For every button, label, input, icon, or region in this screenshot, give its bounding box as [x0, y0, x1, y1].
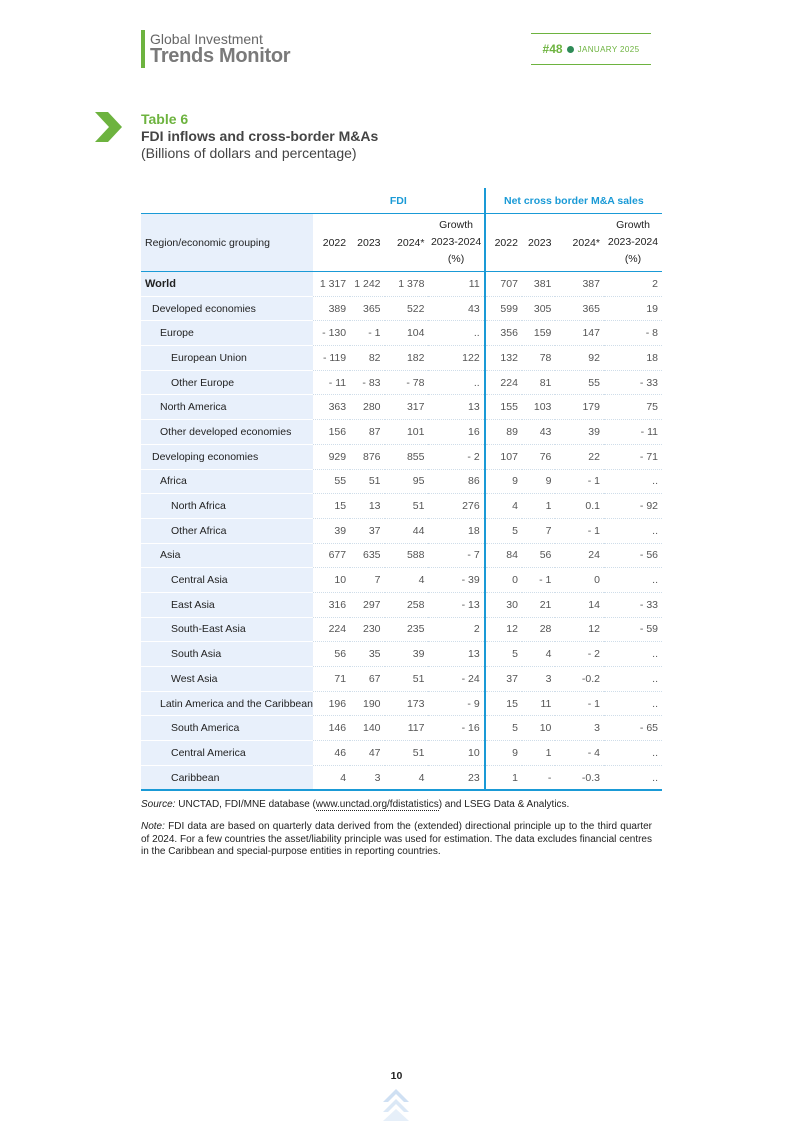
table-row — [141, 592, 662, 617]
ma-cell: 4 — [522, 642, 555, 667]
ma-cell: 9 — [522, 469, 555, 494]
ma-cell: 12 — [485, 617, 522, 642]
fdi-cell: 230 — [350, 617, 384, 642]
fdi-cell: 4 — [313, 765, 350, 790]
fdi-cell: 82 — [350, 346, 384, 371]
ma-cell: - — [522, 765, 555, 790]
fdi-cell: - 13 — [428, 592, 484, 617]
ma-cell: - 59 — [604, 617, 662, 642]
ma-cell: 75 — [604, 395, 662, 420]
fdi-cell: 11 — [428, 272, 484, 297]
ma-cell: 76 — [522, 444, 555, 469]
ma-cell: 356 — [485, 321, 522, 346]
ma-cell: - 92 — [604, 494, 662, 519]
ma-cell: 55 — [555, 370, 604, 395]
ma-cell: - 65 — [604, 716, 662, 741]
col-header-ma-2023: 2023 — [528, 236, 552, 249]
fdi-cell: 44 — [385, 518, 429, 543]
ma-cell: 15 — [485, 691, 522, 716]
col-header-ma-2024: 2024* — [572, 236, 600, 249]
fdi-cell: - 130 — [313, 321, 350, 346]
ma-cell: 9 — [485, 469, 522, 494]
ma-cell: .. — [604, 741, 662, 766]
fdi-cell: 3 — [350, 765, 384, 790]
ma-cell: 0 — [485, 568, 522, 593]
region-name: Africa — [141, 469, 313, 494]
ma-cell: 155 — [485, 395, 522, 420]
ma-cell: .. — [604, 469, 662, 494]
fdi-cell: 235 — [385, 617, 429, 642]
ma-cell: 707 — [485, 272, 522, 297]
fdi-cell: 389 — [313, 296, 350, 321]
source-note: Source: UNCTAD, FDI/MNE database (www.unctad.org/fdistatistics) and LSEG Data & Analytics. — [141, 799, 570, 810]
fdi-cell: 190 — [350, 691, 384, 716]
table-row — [141, 765, 662, 790]
col-header-fdi-2022: 2022 — [322, 236, 347, 249]
table-row — [141, 543, 662, 568]
ma-cell: 5 — [485, 518, 522, 543]
fdi-cell: 182 — [385, 346, 429, 371]
issue-number: #48 — [542, 42, 563, 56]
ma-cell: - 71 — [604, 444, 662, 469]
fdi-cell: 4 — [385, 568, 429, 593]
fdi-cell: 280 — [350, 395, 384, 420]
ma-cell: - 11 — [604, 420, 662, 445]
table-row — [141, 420, 662, 445]
fdi-cell: - 7 — [428, 543, 484, 568]
ma-cell: 4 — [485, 494, 522, 519]
region-name: North Africa — [141, 494, 313, 519]
table-row — [141, 691, 662, 716]
ma-cell: - 33 — [604, 592, 662, 617]
fdi-cell: - 119 — [313, 346, 350, 371]
fdi-table — [141, 188, 662, 791]
region-name: North America — [141, 395, 313, 420]
fdi-cell: 929 — [313, 444, 350, 469]
ma-cell: 2 — [604, 272, 662, 297]
ma-cell: 107 — [485, 444, 522, 469]
ma-cell: 5 — [485, 716, 522, 741]
ma-cell: 9 — [485, 741, 522, 766]
table-row — [141, 370, 662, 395]
fdi-cell: 10 — [428, 741, 484, 766]
ma-cell: - 1 — [555, 691, 604, 716]
fdi-cell: - 78 — [385, 370, 429, 395]
fdi-cell: 1 242 — [350, 272, 384, 297]
ma-cell: .. — [604, 691, 662, 716]
fdi-cell: 101 — [385, 420, 429, 445]
ma-cell: 14 — [555, 592, 604, 617]
ma-cell: 11 — [522, 691, 555, 716]
fdi-cell: 297 — [350, 592, 384, 617]
ma-cell: .. — [604, 642, 662, 667]
region-name: Other developed economies — [141, 420, 313, 445]
fdi-cell: - 24 — [428, 667, 484, 692]
fdi-cell: - 83 — [350, 370, 384, 395]
region-name: South Asia — [141, 642, 313, 667]
ma-cell: 147 — [555, 321, 604, 346]
ma-cell: 37 — [485, 667, 522, 692]
fdi-cell: 86 — [428, 469, 484, 494]
table-row — [141, 642, 662, 667]
fdi-cell: 258 — [385, 592, 429, 617]
ma-cell: 3 — [555, 716, 604, 741]
fdi-cell: 16 — [428, 420, 484, 445]
fdi-cell: 39 — [385, 642, 429, 667]
ma-cell: 224 — [485, 370, 522, 395]
ma-cell: 39 — [555, 420, 604, 445]
fdi-cell: .. — [428, 321, 484, 346]
col-header-ma-2022: 2022 — [494, 236, 518, 249]
fdi-cell: - 2 — [428, 444, 484, 469]
fdi-cell: 316 — [313, 592, 350, 617]
ma-cell: 89 — [485, 420, 522, 445]
ma-cell: -0.2 — [555, 667, 604, 692]
table-row — [141, 444, 662, 469]
fdi-cell: 51 — [385, 667, 429, 692]
fdi-cell: 876 — [350, 444, 384, 469]
publication-name-line2: Trends Monitor — [150, 45, 291, 67]
region-name: Other Europe — [141, 370, 313, 395]
fdi-cell: .. — [428, 370, 484, 395]
ma-cell: 0 — [555, 568, 604, 593]
issue-badge — [531, 33, 651, 65]
ma-cell: 24 — [555, 543, 604, 568]
fdi-cell: 13 — [350, 494, 384, 519]
ma-cell: 381 — [522, 272, 555, 297]
ma-group-header: Net cross border M&A sales — [504, 194, 644, 207]
fdi-cell: 67 — [350, 667, 384, 692]
fdi-cell: 635 — [350, 543, 384, 568]
fdi-cell: 522 — [385, 296, 429, 321]
fdi-cell: 156 — [313, 420, 350, 445]
fdi-cell: 46 — [313, 741, 350, 766]
fdi-cell: 2 — [428, 617, 484, 642]
region-name: Central Asia — [141, 568, 313, 593]
fdi-cell: 51 — [385, 494, 429, 519]
fdi-cell: 13 — [428, 642, 484, 667]
issue-dot-icon — [567, 46, 574, 53]
ma-cell: 305 — [522, 296, 555, 321]
region-name: Central America — [141, 741, 313, 766]
ma-cell: 3 — [522, 667, 555, 692]
fdi-cell: 95 — [385, 469, 429, 494]
fdi-cell: 18 — [428, 518, 484, 543]
ma-cell: 1 — [485, 765, 522, 790]
fdi-cell: 10 — [313, 568, 350, 593]
table-row — [141, 346, 662, 371]
table-row — [141, 568, 662, 593]
region-name: Caribbean — [141, 765, 313, 790]
ma-cell: - 1 — [522, 568, 555, 593]
ma-cell: 43 — [522, 420, 555, 445]
fdi-cell: 47 — [350, 741, 384, 766]
region-name: West Asia — [141, 667, 313, 692]
fdi-cell: 7 — [350, 568, 384, 593]
region-name: South-East Asia — [141, 617, 313, 642]
table-label: Table 6 — [141, 111, 189, 127]
ma-cell: - 4 — [555, 741, 604, 766]
fdi-cell: 317 — [385, 395, 429, 420]
col-header-ma-growth: Growth 2023-2024 (%) — [607, 219, 659, 265]
fdi-cell: 224 — [313, 617, 350, 642]
ma-cell: - 56 — [604, 543, 662, 568]
issue-date: JANUARY 2025 — [577, 44, 640, 54]
ma-cell: - 33 — [604, 370, 662, 395]
ma-cell: 159 — [522, 321, 555, 346]
fdi-cell: 15 — [313, 494, 350, 519]
ma-cell: 365 — [555, 296, 604, 321]
ma-cell: 179 — [555, 395, 604, 420]
fdi-cell: - 11 — [313, 370, 350, 395]
ma-cell: 103 — [522, 395, 555, 420]
ma-cell: .. — [604, 568, 662, 593]
region-name: Other Africa — [141, 518, 313, 543]
ma-cell: 599 — [485, 296, 522, 321]
region-name: World — [141, 272, 313, 297]
region-name: Latin America and the Caribbean — [141, 691, 313, 716]
fdi-cell: 71 — [313, 667, 350, 692]
region-name: East Asia — [141, 592, 313, 617]
ma-cell: 22 — [555, 444, 604, 469]
ma-cell: - 1 — [555, 469, 604, 494]
scroll-up-icon[interactable] — [382, 1089, 410, 1121]
ma-cell: 0.1 — [555, 494, 604, 519]
fdi-cell: 1 317 — [313, 272, 350, 297]
fdi-cell: 363 — [313, 395, 350, 420]
fdi-cell: 140 — [350, 716, 384, 741]
fdi-cell: 35 — [350, 642, 384, 667]
fdi-cell: 51 — [385, 741, 429, 766]
ma-cell: - 1 — [555, 518, 604, 543]
fdi-cell: 55 — [313, 469, 350, 494]
fdi-cell: 13 — [428, 395, 484, 420]
fdi-cell: 117 — [385, 716, 429, 741]
col-header-region: Region/economic grouping — [141, 214, 313, 272]
fdi-cell: - 39 — [428, 568, 484, 593]
ma-cell: 18 — [604, 346, 662, 371]
fdi-cell: 1 378 — [385, 272, 429, 297]
table-row — [141, 716, 662, 741]
table-row — [141, 741, 662, 766]
ma-cell: 12 — [555, 617, 604, 642]
fdi-cell: 39 — [313, 518, 350, 543]
table-title: FDI inflows and cross-border M&As — [141, 128, 379, 144]
fdi-cell: - 16 — [428, 716, 484, 741]
ma-cell: 387 — [555, 272, 604, 297]
fdi-cell: 173 — [385, 691, 429, 716]
ma-cell: 21 — [522, 592, 555, 617]
table-row — [141, 395, 662, 420]
ma-cell: .. — [604, 518, 662, 543]
ma-cell: 28 — [522, 617, 555, 642]
table-subtitle: (Billions of dollars and percentage) — [141, 145, 357, 161]
chevron-right-icon — [95, 112, 123, 142]
fdi-cell: 51 — [350, 469, 384, 494]
ma-cell: 56 — [522, 543, 555, 568]
ma-cell: 81 — [522, 370, 555, 395]
ma-cell: 84 — [485, 543, 522, 568]
ma-cell: 10 — [522, 716, 555, 741]
fdi-cell: 43 — [428, 296, 484, 321]
page-number: 10 — [390, 1070, 403, 1082]
region-name: Asia — [141, 543, 313, 568]
publication-name-line1: Global Investment — [150, 31, 263, 47]
fdi-cell: 276 — [428, 494, 484, 519]
fdi-cell: 87 — [350, 420, 384, 445]
fdi-cell: 122 — [428, 346, 484, 371]
ma-cell: 92 — [555, 346, 604, 371]
fdi-cell: 4 — [385, 765, 429, 790]
region-name: Developed economies — [141, 296, 313, 321]
fdi-cell: - 9 — [428, 691, 484, 716]
fdi-cell: 588 — [385, 543, 429, 568]
ma-cell: 30 — [485, 592, 522, 617]
ma-cell: - 8 — [604, 321, 662, 346]
footnote: Note: FDI data are based on quarterly data derived from the (extended) directional principle up to the third quarter of 2024. For a few countries the asset/liability principle was used for estimation. The data excludes financial centres in the Caribbean and special-purpose entities in reporting countries. — [141, 821, 652, 857]
fdi-cell: 104 — [385, 321, 429, 346]
region-name: European Union — [141, 346, 313, 371]
col-header-fdi-2024: 2024* — [397, 236, 425, 249]
header-accent-bar — [141, 30, 145, 68]
fdi-cell: 196 — [313, 691, 350, 716]
ma-cell: 7 — [522, 518, 555, 543]
table-row — [141, 617, 662, 642]
ma-cell: 1 — [522, 741, 555, 766]
fdi-cell: 677 — [313, 543, 350, 568]
ma-cell: 5 — [485, 642, 522, 667]
ma-cell: .. — [604, 765, 662, 790]
ma-cell: 1 — [522, 494, 555, 519]
region-name: Europe — [141, 321, 313, 346]
fdi-cell: 855 — [385, 444, 429, 469]
fdi-cell: 146 — [313, 716, 350, 741]
fdi-group-header: FDI — [313, 188, 485, 214]
table-row — [141, 494, 662, 519]
ma-cell: -0.3 — [555, 765, 604, 790]
region-name: Developing economies — [141, 444, 313, 469]
ma-cell: 132 — [485, 346, 522, 371]
table-row — [141, 518, 662, 543]
fdi-cell: - 1 — [350, 321, 384, 346]
col-header-fdi-2023: 2023 — [357, 236, 381, 249]
col-header-fdi-growth: Growth 2023-2024 (%) — [428, 214, 484, 272]
fdi-cell: 23 — [428, 765, 484, 790]
table-body — [141, 272, 662, 791]
ma-cell: 19 — [604, 296, 662, 321]
fdi-cell: 365 — [350, 296, 384, 321]
ma-cell: - 2 — [555, 642, 604, 667]
fdi-cell: 37 — [350, 518, 384, 543]
table-row — [141, 469, 662, 494]
region-name: South America — [141, 716, 313, 741]
table-row — [141, 667, 662, 692]
fdi-cell: 56 — [313, 642, 350, 667]
table-row — [141, 321, 662, 346]
table-row — [141, 272, 662, 297]
table-row — [141, 296, 662, 321]
ma-cell: .. — [604, 667, 662, 692]
ma-cell: 78 — [522, 346, 555, 371]
source-link[interactable]: www.unctad.org/fdistatistics — [315, 799, 439, 810]
